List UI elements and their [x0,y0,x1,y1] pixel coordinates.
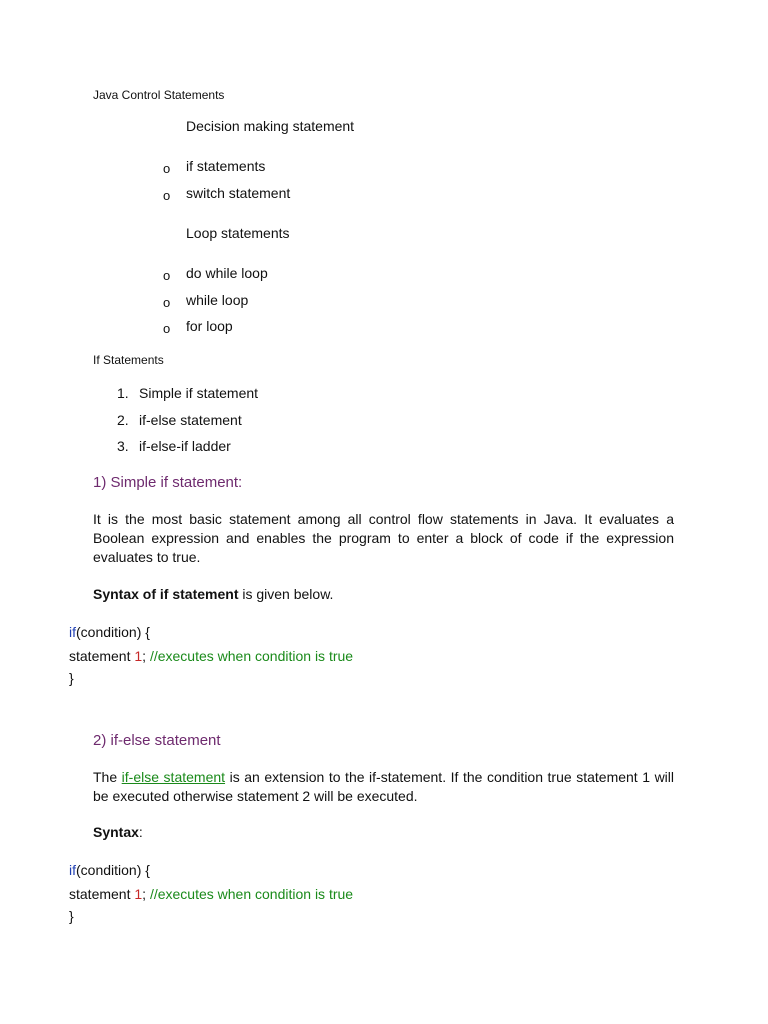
section1-syntax-line [93,586,333,602]
bullet-icon: o [163,268,171,283]
section2-syntax-line [93,824,143,840]
code-keyword: if [69,862,76,878]
list-item: if statements [186,158,266,174]
code-line [69,908,74,924]
code-number: 1 [134,886,143,902]
code-text: statement [69,886,135,902]
list-item: Simple if statement [139,385,259,401]
list-item: switch statement [186,185,291,201]
code-text: (condition) { [76,862,150,878]
bullet-icon: o [163,161,171,176]
list-item: do while loop [186,265,268,281]
bullet-icon: o [163,295,171,310]
list-item: while loop [186,292,249,308]
decision-heading: Decision making statement [186,118,355,134]
code-line [69,624,150,640]
section1-heading: 1) Simple if statement: [93,474,243,491]
bullet-icon: o [163,321,171,336]
section2-paragraph [93,768,674,806]
para-prefix: The [93,769,122,785]
section1-paragraph: It is the most basic statement among all control flow statements in Java. It evaluates a Boolean expression and enables the program to enter a block of code if the expression evaluates to true. [93,511,674,565]
code-text: (condition) { [76,624,150,640]
bullet-icon: o [163,188,171,203]
code-text: ; [142,648,147,664]
para-rest: is an extension to the if-statement. If the condition true statement 1 will be executed otherwise statement 2 will be executed. [93,769,675,804]
loop-heading: Loop statements [186,225,290,241]
syntax-bold-label: Syntax of if statement [93,586,239,602]
list-item: for loop [186,318,233,334]
list-number: 3. [117,438,129,454]
code-line [69,648,353,664]
code-line [69,862,150,878]
list-number: 2. [117,412,129,428]
code-text: statement [69,648,135,664]
doc-title: Java Control Statements [93,88,225,102]
list-item: if-else-if ladder [139,438,231,454]
code-line [69,886,353,902]
code-text: ; [142,886,147,902]
code-comment: //executes when condition is true [146,886,354,902]
list-number: 1. [117,385,129,401]
list-item: if-else statement [139,412,242,428]
if-else-link[interactable]: if-else statement [121,769,226,785]
code-number: 1 [134,648,143,664]
syntax-colon: : [138,824,143,840]
if-heading: If Statements [93,353,164,367]
syntax-label: Syntax [93,824,139,840]
code-keyword: if [69,624,76,640]
code-line [69,670,74,686]
code-text: } [69,908,74,924]
section2-heading: 2) if-else statement [93,732,221,749]
code-text: } [69,670,74,686]
code-comment: //executes when condition is true [146,648,354,664]
syntax-rest: is given below. [238,586,334,602]
